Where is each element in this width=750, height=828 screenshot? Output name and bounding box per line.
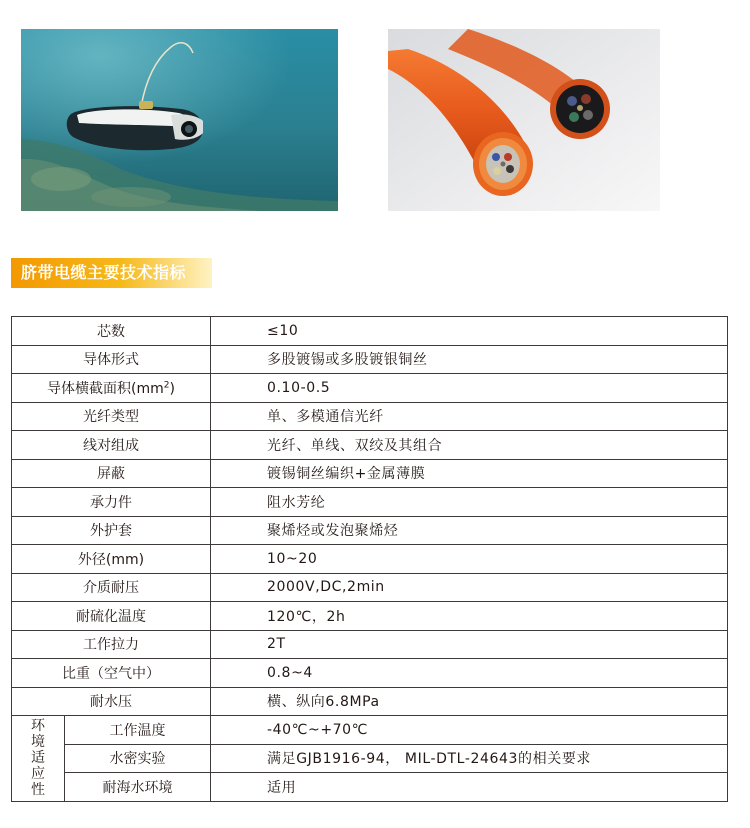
- value-cell: 横、纵向6.8MPa: [211, 687, 728, 716]
- param-cell: 水密实验: [65, 744, 211, 773]
- rov-underwater-photo: [21, 29, 338, 211]
- value-cell: -40℃~+70℃: [211, 716, 728, 745]
- table-row: [12, 744, 728, 773]
- param-cell: 耐海水环境: [65, 773, 211, 802]
- table-row: [12, 573, 728, 602]
- value-cell: 镀锡铜丝编织+金属薄膜: [211, 459, 728, 488]
- table-row: [12, 602, 728, 631]
- table-row: [12, 345, 728, 374]
- table-row: [12, 630, 728, 659]
- table-row: [12, 545, 728, 574]
- value-cell: 0.8~4: [211, 659, 728, 688]
- param-superscript: 2: [163, 380, 170, 391]
- value-cell: 120℃，2h: [211, 602, 728, 631]
- param-cell: 工作拉力: [12, 630, 211, 659]
- value-cell: 满足GJB1916-94， MIL-DTL-24643的相关要求: [211, 744, 728, 773]
- table-row: [12, 488, 728, 517]
- env-group-char: 环: [31, 718, 45, 735]
- param-cell: 耐水压: [12, 687, 211, 716]
- param-cell: 比重（空气中）: [12, 659, 211, 688]
- table-row: [12, 317, 728, 346]
- param-cell: 耐硫化温度: [12, 602, 211, 631]
- param-cell: 介质耐压: [12, 573, 211, 602]
- section-title: 脐带电缆主要技术指标: [11, 258, 212, 288]
- env-group-label: [12, 716, 65, 802]
- value-cell: 0.10-0.5: [211, 374, 728, 403]
- table-row: [12, 716, 728, 745]
- table-row: [12, 374, 728, 403]
- env-group-char: 应: [31, 766, 45, 783]
- param-cell: 线对组成: [12, 431, 211, 460]
- value-cell: 阻水芳纶: [211, 488, 728, 517]
- table-row: [12, 459, 728, 488]
- param-cell: 外径(mm): [12, 545, 211, 574]
- table-row: [12, 659, 728, 688]
- umbilical-cable-crosssection-photo: [388, 29, 660, 211]
- value-cell: 单、多模通信光纤: [211, 402, 728, 431]
- value-cell: 多股镀锡或多股镀银铜丝: [211, 345, 728, 374]
- value-cell: 10~20: [211, 545, 728, 574]
- env-group-char: 适: [31, 750, 45, 767]
- param-cell: 芯数: [12, 317, 211, 346]
- param-text: 导体横截面积(mm: [47, 380, 164, 397]
- value-cell: 2T: [211, 630, 728, 659]
- env-group-char: 性: [31, 782, 45, 799]
- value-cell: 2000V,DC,2min: [211, 573, 728, 602]
- param-cell: [12, 374, 211, 403]
- spec-table: [11, 316, 728, 802]
- value-cell: 聚烯烃或发泡聚烯烃: [211, 516, 728, 545]
- value-cell: 适用: [211, 773, 728, 802]
- table-row: [12, 431, 728, 460]
- value-cell: 光纤、单线、双绞及其组合: [211, 431, 728, 460]
- param-cell: 外护套: [12, 516, 211, 545]
- param-cell: 承力件: [12, 488, 211, 517]
- table-row: [12, 516, 728, 545]
- table-row: [12, 687, 728, 716]
- table-row: [12, 402, 728, 431]
- param-cell: 屏蔽: [12, 459, 211, 488]
- param-cell: 导体形式: [12, 345, 211, 374]
- table-row: [12, 773, 728, 802]
- param-cell: 工作温度: [65, 716, 211, 745]
- param-cell: 光纤类型: [12, 402, 211, 431]
- env-group-char: 境: [31, 734, 45, 751]
- param-text-suffix: ): [169, 380, 175, 397]
- value-cell: ≤10: [211, 317, 728, 346]
